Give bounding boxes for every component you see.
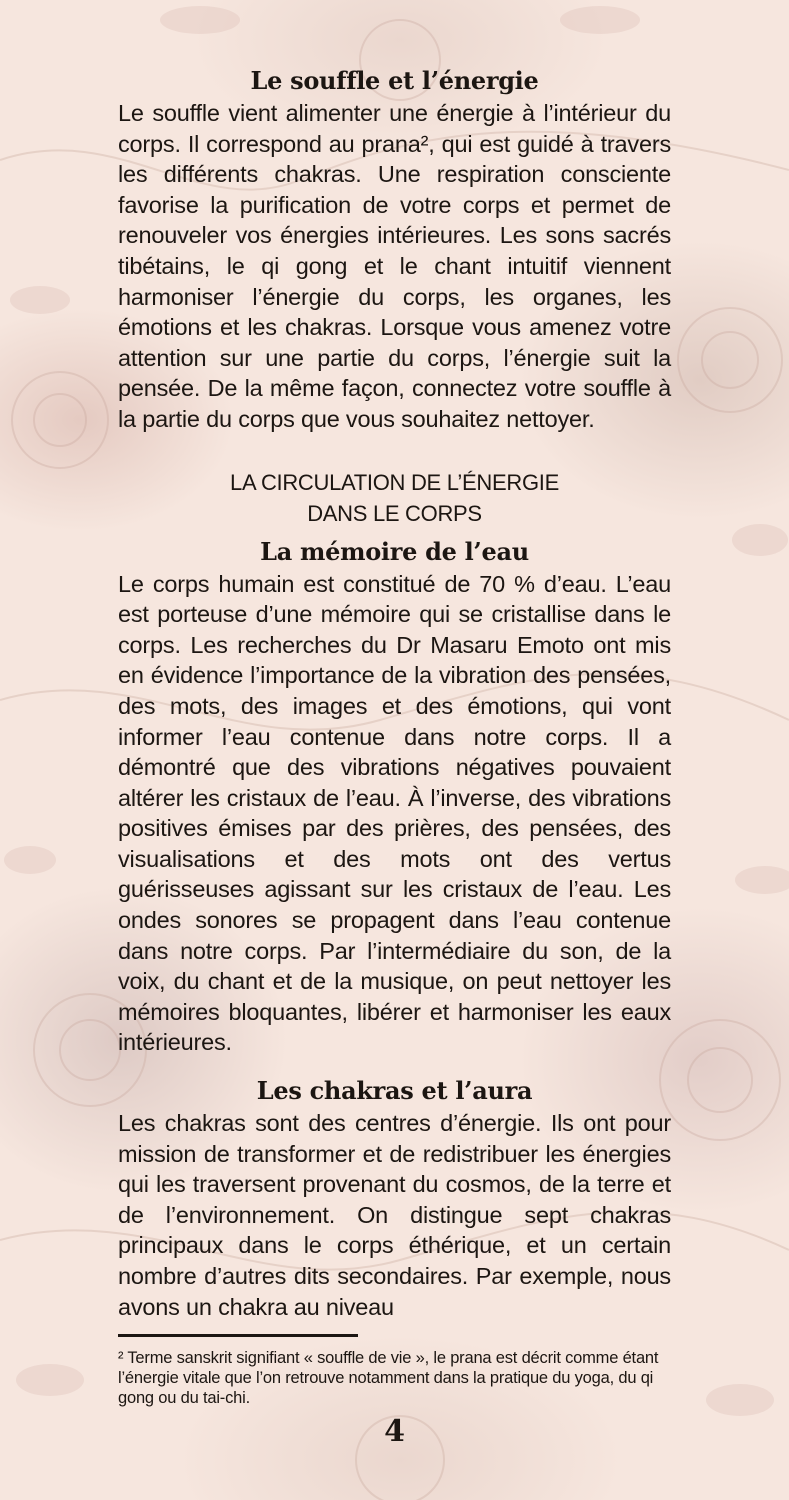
heading-memoire: La mémoire de l’eau [260,536,529,566]
paragraph-chakras: Les chakras sont des centres d’énergie. Ils ont pour mission de transformer et de redistribuer les énergies qui les traversent provenant du cosmos, de la terre et de l’environnement. On distingue sept chakras principaux dans le corps éthérique, et un certain nombre d’autres dits secondaires. Par exemple, nous avons un chakra au niveau [118,1110,671,1320]
page-content [118,64,671,1322]
section-title-line-1: LA CIRCULATION DE L’ÉNERGIE [230,469,559,495]
heading-chakras: Les chakras et l’aura [256,1076,533,1106]
heading-souffle: Le souffle et l’énergie [250,66,539,95]
footnote-divider [118,1334,358,1337]
section-title-line-2: DANS LE CORPS [307,500,482,526]
paragraph-souffle: Le souffle vient alimenter une énergie à l’intérieur du corps. Il correspond au prana², qui est guidé à travers les différents chakras. Une respiration consciente favorise la purification de votre corps et permet de renouveler vos énergies intérieures. Les sons sacrés tibétains, le qi gong et le chant intuitif viennent harmoniser l’énergie du corps, les organes, les émotions et les chakras. Lorsque vous amenez votre attention sur une partie du corps, l’énergie suit la pensée. De la même façon, connectez votre souffle à la partie du corps que vous souhaitez nettoyer. [118,100,671,432]
page-number: 4 [384,1414,405,1449]
paragraph-memoire: Le corps humain est constitué de 70 % d’eau. L’eau est porteuse d’une mémoire qui se cristallise dans le corps. Les recherches du Dr Masaru Emoto ont mis en évidence l’importance de la vibration des pensées, des mots, des images et des émotions, qui vont informer l’eau contenue dans notre corps. Il a démontré que des vibrations négatives pouvaient altérer les cristaux de l’eau. À l’inverse, des vibrations positives émises par des prières, des pensées, des visualisations et des mots ont des vertus guérisseuses agissant sur les cristaux de l’eau. Les ondes sonores se propagent dans l’eau contenue dans notre corps. Par l’intermédiaire du son, de la voix, du chant et de la musique, on peut nettoyer les mémoires bloquantes, libérer et harmoniser les eaux intérieures. [118,570,671,1056]
footnote: ² Terme sanskrit signifiant « souffle de vie », le prana est décrit comme étant l’énergie vitale que l’on retrouve notamment dans la pratique du yoga, du qi gong ou du tai-chi. [118,1349,659,1407]
section-title-circulation [118,467,671,529]
